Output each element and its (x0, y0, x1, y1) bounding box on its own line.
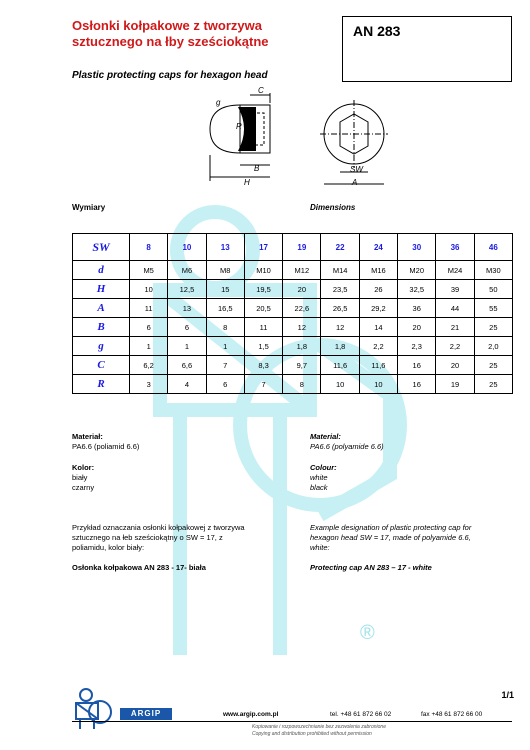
table-cell: 13 (168, 299, 206, 318)
phone-number: tel. +48 61 872 66 02 (330, 711, 392, 718)
table-cell: 8 (206, 318, 244, 337)
table-cell: 6 (168, 318, 206, 337)
table-cell: M14 (321, 261, 359, 280)
standard-code-box (342, 16, 512, 82)
table-row (73, 280, 513, 299)
row-header: R (73, 375, 130, 394)
table-cell: 25 (474, 356, 512, 375)
table-cell: 1,8 (283, 337, 321, 356)
fax-number: fax +48 61 872 66 00 (421, 711, 483, 718)
table-cell: 1,5 (244, 337, 282, 356)
table-cell: 2,3 (398, 337, 436, 356)
row-header: B (73, 318, 130, 337)
row-header: A (73, 299, 130, 318)
table-cell: 8,3 (244, 356, 282, 375)
table-cell: 16 (398, 375, 436, 394)
title-polish (72, 18, 322, 50)
table-cell: 9,7 (283, 356, 321, 375)
table-cell: 29,2 (359, 299, 397, 318)
table-cell: 11 (244, 318, 282, 337)
table-cell: 4 (168, 375, 206, 394)
table-row (73, 261, 513, 280)
registered-mark: ® (360, 622, 375, 644)
table-cell: M12 (283, 261, 321, 280)
colour-value-english: white (310, 473, 328, 482)
row-header: g (73, 337, 130, 356)
table-cell: 26,5 (321, 299, 359, 318)
table-cell: 19 (283, 234, 321, 261)
table-cell: 11 (130, 299, 168, 318)
designation-polish: Osłonka kołpakowa AN 283 - 17- biała (72, 563, 206, 572)
table-cell: 1 (168, 337, 206, 356)
table-cell: 12 (283, 318, 321, 337)
material-value-polish: PA6.6 (poliamid 6.6) (72, 442, 140, 451)
colour-polish (72, 463, 94, 493)
table-cell: M16 (359, 261, 397, 280)
table-cell: 55 (474, 299, 512, 318)
dimensions-table (72, 233, 513, 394)
example-text-polish: poliamidu, kolor biały: (72, 543, 145, 552)
page-number: 1/1 (501, 690, 514, 700)
table-cell: 2,0 (474, 337, 512, 356)
table-cell: 12 (321, 318, 359, 337)
table-cell: M20 (398, 261, 436, 280)
colour-value-polish: czarny (72, 483, 95, 492)
table-cell: 1 (130, 337, 168, 356)
table-row (73, 375, 513, 394)
dimensions-label-polish: Wymiary (72, 203, 106, 212)
table-cell: 6,6 (168, 356, 206, 375)
copyright-english: Copying and distribution prohibited without permission (252, 731, 372, 737)
table-cell: 1,8 (321, 337, 359, 356)
table-cell: 11,6 (359, 356, 397, 375)
example-polish (72, 523, 282, 573)
cap-side-view-drawing (200, 85, 280, 190)
table-cell: 11,6 (321, 356, 359, 375)
colour-label-english: Colour: (310, 463, 337, 472)
argip-logo-icon (72, 686, 116, 730)
example-english (310, 523, 515, 573)
label-g: g (216, 98, 221, 107)
table-cell: 10 (168, 234, 206, 261)
table-cell: 25 (474, 318, 512, 337)
table-cell: 7 (244, 375, 282, 394)
table-cell: M10 (244, 261, 282, 280)
table-cell: 17 (244, 234, 282, 261)
designation-english: Protecting cap AN 283 – 17 - white (310, 563, 432, 572)
table-cell: 21 (436, 318, 474, 337)
colour-label-polish: Kolor: (72, 463, 95, 472)
table-cell: 13 (206, 234, 244, 261)
table-cell: M24 (436, 261, 474, 280)
footer-divider (72, 721, 512, 722)
table-cell: 3 (130, 375, 168, 394)
table-cell: M8 (206, 261, 244, 280)
table-cell: 6 (206, 375, 244, 394)
material-label-polish: Materiał: (72, 432, 103, 441)
table-row (73, 337, 513, 356)
row-header: SW (73, 234, 130, 261)
label-r: R (236, 122, 242, 131)
table-cell: 25 (474, 375, 512, 394)
table-cell: 2,2 (359, 337, 397, 356)
row-header: H (73, 280, 130, 299)
table-cell: 16,5 (206, 299, 244, 318)
table-cell: 22,6 (283, 299, 321, 318)
table-cell: 23,5 (321, 280, 359, 299)
title-english: Plastic protecting caps for hexagon head (72, 70, 268, 81)
table-cell: 12,5 (168, 280, 206, 299)
example-text-english: hexagon head SW = 17, made of polyamide 6.6, (310, 533, 471, 542)
website-link[interactable]: www.argip.com.pl (223, 711, 279, 718)
table-cell: 19,5 (244, 280, 282, 299)
table-cell: 10 (321, 375, 359, 394)
table-cell: 30 (398, 234, 436, 261)
example-text-english: Example designation of plastic protecting cap for (310, 523, 472, 532)
table-cell: M5 (130, 261, 168, 280)
standard-code: AN 283 (353, 23, 401, 39)
example-text-polish: Przykład oznaczania osłonki kołpakowej z tworzywa (72, 523, 245, 532)
row-header: C (73, 356, 130, 375)
table-cell: 22 (321, 234, 359, 261)
title-polish-line1: Osłonki kołpakowe z tworzywa (72, 18, 262, 33)
table-cell: 6,2 (130, 356, 168, 375)
table-cell: M30 (474, 261, 512, 280)
table-cell: 16 (398, 356, 436, 375)
colour-value-polish: biały (72, 473, 88, 482)
dimensions-label-english: Dimensions (310, 203, 356, 212)
table-cell: 8 (283, 375, 321, 394)
table-cell: 10 (130, 280, 168, 299)
material-value-english: PA6.6 (polyamide 6.6) (310, 442, 384, 451)
material-label-english: Material: (310, 432, 341, 441)
colour-english (310, 463, 337, 493)
label-h: H (244, 178, 250, 187)
example-text-english: white: (310, 543, 330, 552)
table-cell: 20 (436, 356, 474, 375)
table-cell: 15 (206, 280, 244, 299)
table-cell: 8 (130, 234, 168, 261)
table-cell: 20 (398, 318, 436, 337)
table-cell: 1 (206, 337, 244, 356)
table-row (73, 318, 513, 337)
table-row (73, 234, 513, 261)
table-cell: M6 (168, 261, 206, 280)
brand-name: ARGIP (120, 708, 172, 720)
title-polish-line2: sztucznego na łby sześciokątne (72, 34, 269, 49)
table-cell: 32,5 (398, 280, 436, 299)
material-polish (72, 432, 139, 452)
example-text-polish: sztucznego na łeb sześciokątny o SW = 17, z (72, 533, 223, 542)
table-row (73, 299, 513, 318)
copyright-polish: Kopiowanie i rozpowszechnianie bez zezwolenia zabronione (252, 724, 386, 730)
table-cell: 19 (436, 375, 474, 394)
table-cell: 20 (283, 280, 321, 299)
colour-value-english: black (310, 483, 328, 492)
material-english (310, 432, 384, 452)
table-cell: 26 (359, 280, 397, 299)
label-c: C (258, 86, 264, 95)
table-cell: 20,5 (244, 299, 282, 318)
label-b: B (254, 164, 260, 173)
table-cell: 44 (436, 299, 474, 318)
row-header: d (73, 261, 130, 280)
table-cell: 10 (359, 375, 397, 394)
label-a: A (352, 178, 358, 187)
table-row (73, 356, 513, 375)
table-cell: 39 (436, 280, 474, 299)
table-cell: 2,2 (436, 337, 474, 356)
table-cell: 14 (359, 318, 397, 337)
table-cell: 36 (398, 299, 436, 318)
label-sw: SW (350, 165, 363, 174)
table-cell: 46 (474, 234, 512, 261)
table-cell: 50 (474, 280, 512, 299)
table-cell: 24 (359, 234, 397, 261)
table-cell: 36 (436, 234, 474, 261)
table-cell: 6 (130, 318, 168, 337)
table-cell: 7 (206, 356, 244, 375)
cap-top-view-drawing (318, 100, 398, 190)
